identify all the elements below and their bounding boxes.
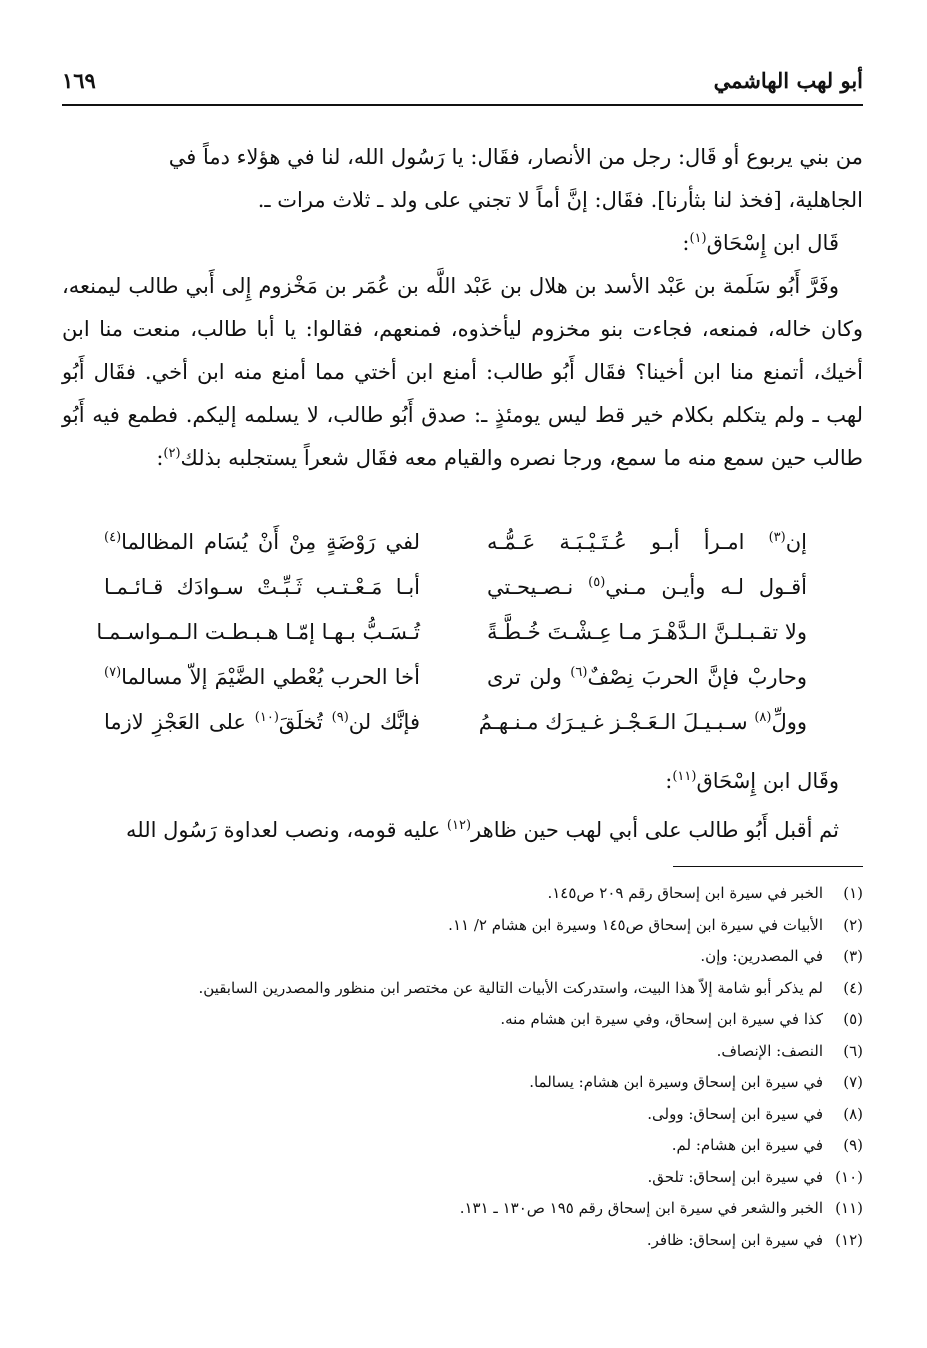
text-span: من بني يربوع أو قَال: رجل من الأنصار، فقَال: يا رَسُول الله، لنا في هؤلاء دماً في bbox=[168, 145, 863, 169]
text-span: : bbox=[682, 231, 690, 255]
text-span: نـصـيحـتي bbox=[487, 575, 589, 599]
poem-verse bbox=[96, 620, 807, 665]
footnote-separator bbox=[673, 866, 863, 867]
text-span: أخا الحرب يُعْطي الضَّيْمَ إلاّ مسالما bbox=[121, 665, 420, 689]
paragraph-1-line-2 bbox=[62, 179, 863, 222]
footnote-ref: (٧) bbox=[104, 665, 122, 680]
footnote bbox=[62, 1099, 863, 1131]
verse-second-hemistich bbox=[104, 575, 420, 599]
poem bbox=[96, 530, 808, 755]
footnote bbox=[62, 1162, 863, 1194]
footnote bbox=[62, 910, 863, 942]
paragraph-2 bbox=[62, 222, 863, 265]
footnote-number: (٤) bbox=[843, 978, 863, 997]
text-span: لفي رَوْضَةٍ مِنْ أَنْ يُسَام المظالما bbox=[121, 530, 420, 554]
text-span: إن bbox=[785, 530, 807, 554]
text-span: وحاربْ فإنَّ الحربَ نِصْفٌ bbox=[587, 665, 807, 689]
text-span: ولا تقـبـلـنَّ الـدَّهْـرَ مـا عِـشْـتَ خُـطَّـةً bbox=[487, 620, 807, 644]
paragraph-4 bbox=[62, 760, 863, 803]
text-span: عليه قومه، ونصب لعداوة رَسُول الله bbox=[125, 818, 447, 842]
verse-second-hemistich bbox=[104, 530, 420, 554]
main-text bbox=[62, 136, 863, 480]
footnote-ref: (١١) bbox=[672, 769, 697, 784]
verse-first-hemistich bbox=[487, 530, 807, 554]
footnote-text: في سيرة ابن هشام: لم. bbox=[671, 1136, 823, 1154]
text-span: تُخلَقَ bbox=[278, 710, 332, 734]
text-span: وقَال ابن إِسْحَاق bbox=[696, 769, 839, 793]
footnote-number: (٩) bbox=[843, 1136, 863, 1154]
footnote-text: في سيرة ابن إسحاق: وولى. bbox=[647, 1104, 823, 1123]
text-span: ولن ترى bbox=[487, 665, 571, 689]
footnote-ref: (١) bbox=[689, 231, 707, 246]
poem-verse bbox=[104, 530, 807, 575]
footnote-ref: (٢) bbox=[163, 446, 181, 461]
paragraph-1-line-1 bbox=[62, 136, 863, 179]
footnote-ref: (٣) bbox=[768, 530, 786, 545]
footnote-text: لم يذكر أبو شامة إلاّ هذا البيت، واستدركت الأبيات التالية عن مختصر ابن منظور والمصدرين السابقين. bbox=[198, 978, 823, 997]
text-span: سـبـيـلَ الـعَـجْـز غـيـرَك مـنـهـمُ bbox=[478, 710, 755, 734]
verse-first-hemistich bbox=[478, 710, 807, 734]
footnote bbox=[62, 941, 863, 973]
text-span: على العَجْزِ لازما bbox=[104, 710, 255, 734]
footnote-number: (٦) bbox=[843, 1041, 863, 1060]
text-span: فإنَّك لن bbox=[348, 710, 420, 734]
footnote bbox=[62, 878, 863, 910]
footnote-ref: (١٠) bbox=[254, 710, 279, 725]
text-span: تُـسَـبُّ بـهـا إمّـا هـبـطـت الـمـواسـمـا bbox=[96, 620, 420, 644]
footnote-number: (٥) bbox=[843, 1010, 863, 1028]
footnote-number: (١) bbox=[843, 884, 863, 902]
running-title: أبو لهب الهاشمي bbox=[713, 68, 863, 93]
footnote-number: (٢) bbox=[843, 915, 863, 934]
page-number: ١٦٩ bbox=[62, 68, 96, 93]
footnote-ref: (٤) bbox=[104, 530, 122, 545]
footnote-text: في سيرة ابن إسحاق وسيرة ابن هشام: يسالما. bbox=[529, 1073, 823, 1091]
footnote-ref: (٩) bbox=[331, 710, 349, 725]
verse-first-hemistich bbox=[487, 575, 807, 599]
footnote-text: النصف: الإنصاف. bbox=[716, 1041, 823, 1060]
footnote bbox=[62, 1067, 863, 1099]
footnote-ref: (٥) bbox=[588, 575, 606, 590]
footnote-text: الخبر والشعر في سيرة ابن إسحاق رقم ١٩٥ ص١٣٠ ـ ١٣١. bbox=[459, 1199, 823, 1217]
footnote-text: في سيرة ابن إسحاق: ظافر. bbox=[646, 1230, 823, 1249]
poem-verse bbox=[104, 665, 807, 710]
paragraph-3 bbox=[62, 265, 863, 480]
verse-second-hemistich bbox=[104, 665, 420, 689]
text-span: : bbox=[665, 769, 673, 793]
paragraph-5 bbox=[62, 809, 863, 852]
text-span: وفَرَّ أَبُو سَلَمة بن عَبْد الأسد بن هلال بن عَبْد اللَّه بن عُمَر بن مَخْزوم إِلى أَبي طالب ليمنعه، وكان خاله، فمنعه، فجاءت بنو مخزوم ليأخذوه، فمنعهم، فقالوا: يا أبا طالب، منعت منا ابن أخيك، أتمنع منا ابن أخينا؟ فقَال أَبُو طالب: أمنع ابن أختي مما أمنع منه ابن أخي. فقَال أَبُو لهب ـ ولم يتكلم بكلام خير قط ليس يومئذٍ ـ: صدق أَبُو طالب، لا يسلمه إليكم. فطمع فيه أَبُو طالب حين سمع منه ما سمع، ورجا نصره والقيام معه فقَال شعراً يستجلبه بذلك bbox=[62, 274, 863, 470]
poem-verse bbox=[104, 575, 807, 620]
closing-text bbox=[62, 760, 863, 852]
footnote bbox=[62, 1130, 863, 1162]
poem-verse bbox=[104, 710, 807, 755]
footnote-ref: (١٢) bbox=[446, 818, 472, 833]
text-span: ثم أقبل أَبُو طالب على أبي لهب حين ظاهر bbox=[471, 818, 839, 842]
footnote bbox=[62, 1193, 863, 1225]
footnote-number: (١١) bbox=[835, 1199, 863, 1217]
footnote-number: (٣) bbox=[843, 947, 863, 965]
text-span: وولِّ bbox=[771, 710, 807, 734]
footnote-number: (٧) bbox=[843, 1073, 863, 1091]
footnote bbox=[62, 1036, 863, 1068]
footnote bbox=[62, 973, 863, 1005]
verse-first-hemistich bbox=[487, 665, 807, 689]
header-rule bbox=[62, 104, 863, 106]
footnote-ref: (٨) bbox=[754, 710, 772, 725]
text-span: : bbox=[156, 446, 164, 470]
footnote-text: الأبيات في سيرة ابن إسحاق ص١٤٥ وسيرة ابن هشام ٢/ ١١. bbox=[448, 915, 823, 934]
footnote-ref: (٦) bbox=[570, 665, 588, 680]
footnote bbox=[62, 1225, 863, 1257]
footnote-text: في المصدرين: وإن. bbox=[700, 947, 823, 965]
text-span: قَال ابن إِسْحَاق bbox=[706, 231, 839, 255]
verse-first-hemistich bbox=[487, 620, 807, 644]
footnote-text: في سيرة ابن إسحاق: تلحق. bbox=[647, 1167, 823, 1186]
footnotes bbox=[62, 878, 863, 1256]
footnote-number: (٨) bbox=[843, 1104, 863, 1123]
footnote-text: كذا في سيرة ابن إسحاق، وفي سيرة ابن هشام منه. bbox=[500, 1010, 823, 1028]
text-span: الجاهلية، [فخذ لنا بثأرنا]. فقَال: إنَّ أماً لا تجني على ولد ـ ثلاث مرات ـ. bbox=[257, 188, 863, 212]
text-span: امـرأ أبـو عُـتَـيْـبَـة عَـمُّـه bbox=[487, 530, 769, 554]
text-span: أقـول لـه وأيـن مـني bbox=[605, 575, 808, 599]
footnote bbox=[62, 1004, 863, 1036]
footnote-text: الخبر في سيرة ابن إسحاق رقم ٢٠٩ ص١٤٥. bbox=[547, 884, 823, 902]
footnote-number: (١٢) bbox=[835, 1230, 863, 1249]
text-span: أبـا مَـعْـتـب ثَـبِّـتْ سـوادَك قـائـمـا bbox=[104, 575, 420, 599]
footnote-number: (١٠) bbox=[835, 1167, 863, 1186]
page-header bbox=[62, 62, 863, 96]
verse-second-hemistich bbox=[104, 710, 420, 734]
verse-second-hemistich bbox=[96, 620, 420, 644]
